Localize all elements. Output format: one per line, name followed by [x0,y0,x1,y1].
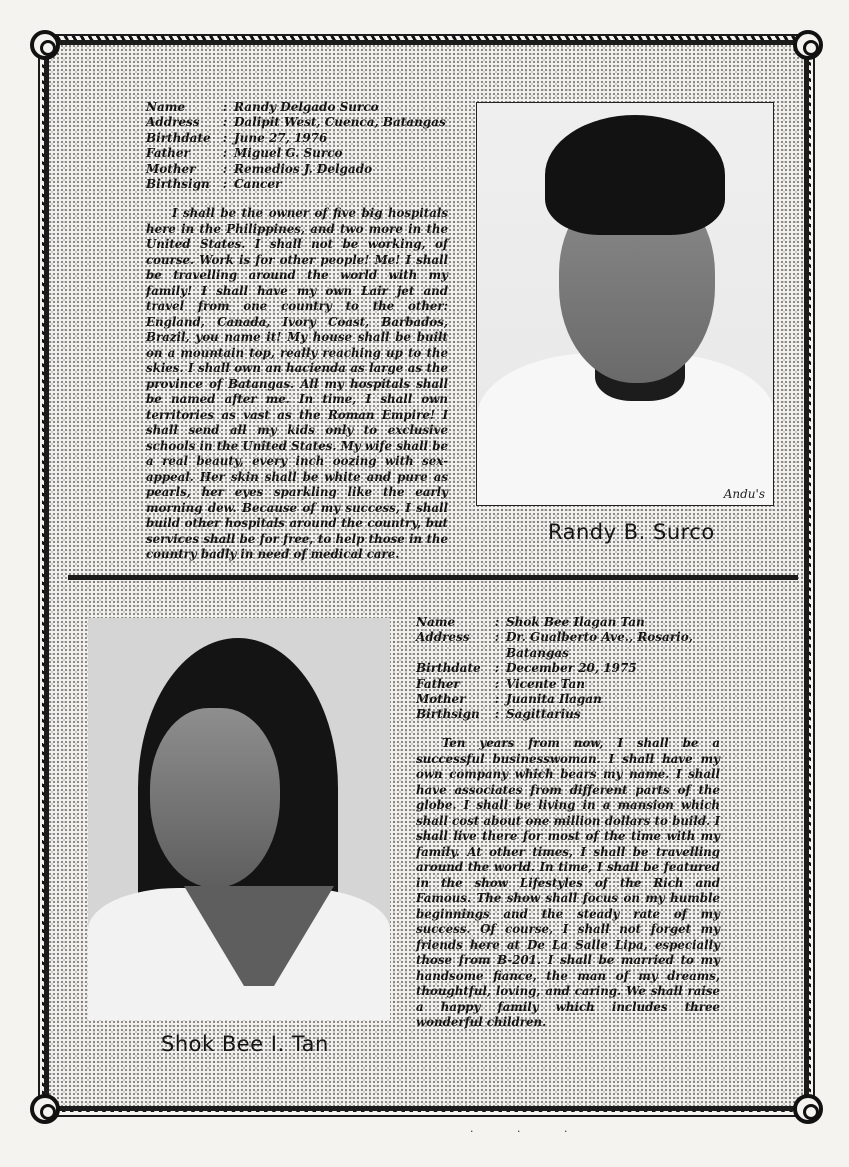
field-value: Randy Delgado Surco [234,100,379,114]
field-label: Father [416,676,460,691]
field-colon: : [222,100,228,114]
field-colon: : [494,630,500,645]
field-value: December 20, 1975 [506,661,637,676]
info-row [416,661,746,676]
info-row [146,146,446,161]
section-divider [68,575,798,580]
profile-1-info [146,100,446,192]
field-colon: : [222,115,228,130]
field-value: June 27, 1976 [234,130,328,145]
photo-studio-signature: Andu's [723,487,765,501]
profile-1-photo [476,102,774,506]
field-label: Name [146,100,186,114]
field-colon: : [494,676,500,691]
field-label: Birthdate [416,661,481,676]
profile-1-caption: Randy B. Surco [548,520,715,544]
field-label: Name [416,615,456,629]
info-row [416,630,746,661]
rope-knot-bottom-left [30,1094,60,1124]
info-row [416,692,746,707]
field-colon: : [494,707,500,722]
info-row [146,177,446,192]
field-colon: : [222,146,228,161]
info-row [146,162,446,177]
photo-face [150,708,280,888]
profile-1-essay: I shall be the owner of five big hospitals here in the Philippines, and two more in the United States. I shall not be working, of course. Work is for other people! Me! I shall be travelling around the world with my family! I shall have my own Lair jet and travel from one country to the other: England, Canada, Ivory Coast, Barbados, Brazil, you name it! My house shall be built on a mountain top, really reaching up to the skies. I shall own an hacienda as large as the province of Batangas. All my hospitals shall be named after me. In time, I shall own territories as vast as the Roman Empire! I shall send all my kids only to exclusive schools in the United States. My wife shall be a real beauty, every inch oozing with sex-appeal. Her skin shall be white and pure as pearls, her eyes sparkling like the early morning dew. Because of my success, I shall build other hospitals around the country, but services shall be for free, to help those in the country badly in need of medical care. [146,206,448,561]
profile-2-info [416,615,746,723]
field-label: Birthsign [416,707,480,722]
info-row [146,115,446,130]
footer-marks: · · · [470,1125,588,1138]
field-colon: : [222,130,228,145]
field-value: Dr. Gualberto Ave., Rosario, Batangas [506,630,693,660]
field-value: Vicente Tan [506,676,585,691]
field-value: Shok Bee Ilagan Tan [506,615,645,629]
field-value: Miguel G. Surco [234,146,343,161]
photo-hair [545,115,725,235]
field-label: Birthsign [146,177,210,192]
rope-knot-top-right [793,30,823,60]
field-label: Mother [416,692,466,707]
rope-knot-bottom-right [793,1094,823,1124]
field-label: Address [146,115,200,130]
rope-knot-top-left [30,30,60,60]
profile-2-essay: Ten years from now, I shall be a successful businesswoman. I shall have my own company which bears my name. I shall have associates from different parts of the globe. I shall be living in a mansion which shall cost about one million dollars to build. I shall live there for most of the time with my family. At other times, I shall be travelling around the world. In time, I shall be featured in the show Lifestyles of the Rich and Famous. The show shall focus on my humble beginnings and the steady rate of my success. Of course, I shall not forget my friends here at De La Salle Lipa, especially those from B-201. I shall be married to my handsome fiance, the man of my dreams, thoughtful, loving, and caring. We shall raise a happy family which includes three wonderful children. [416,736,720,1029]
field-value: Sagittarius [506,707,581,722]
info-row [416,615,746,630]
field-colon: : [494,692,500,707]
field-colon: : [222,177,228,192]
profile-2-caption: Shok Bee I. Tan [161,1032,329,1056]
info-row [146,131,446,146]
field-value: Dalipit West, Cuenca, Batangas [234,115,446,130]
info-row [416,677,746,692]
field-label: Birthdate [146,130,211,145]
info-row [416,707,746,722]
field-label: Mother [146,161,196,176]
field-colon: : [494,661,500,676]
field-colon: : [222,161,228,176]
field-label: Address [416,630,470,645]
field-value: Cancer [234,177,282,192]
profile-2-photo [88,618,390,1020]
info-row [146,100,446,115]
field-colon: : [494,615,500,629]
field-value: Remedios J. Delgado [234,161,373,176]
field-label: Father [146,146,190,161]
field-value: Juanita Ilagan [506,692,602,707]
